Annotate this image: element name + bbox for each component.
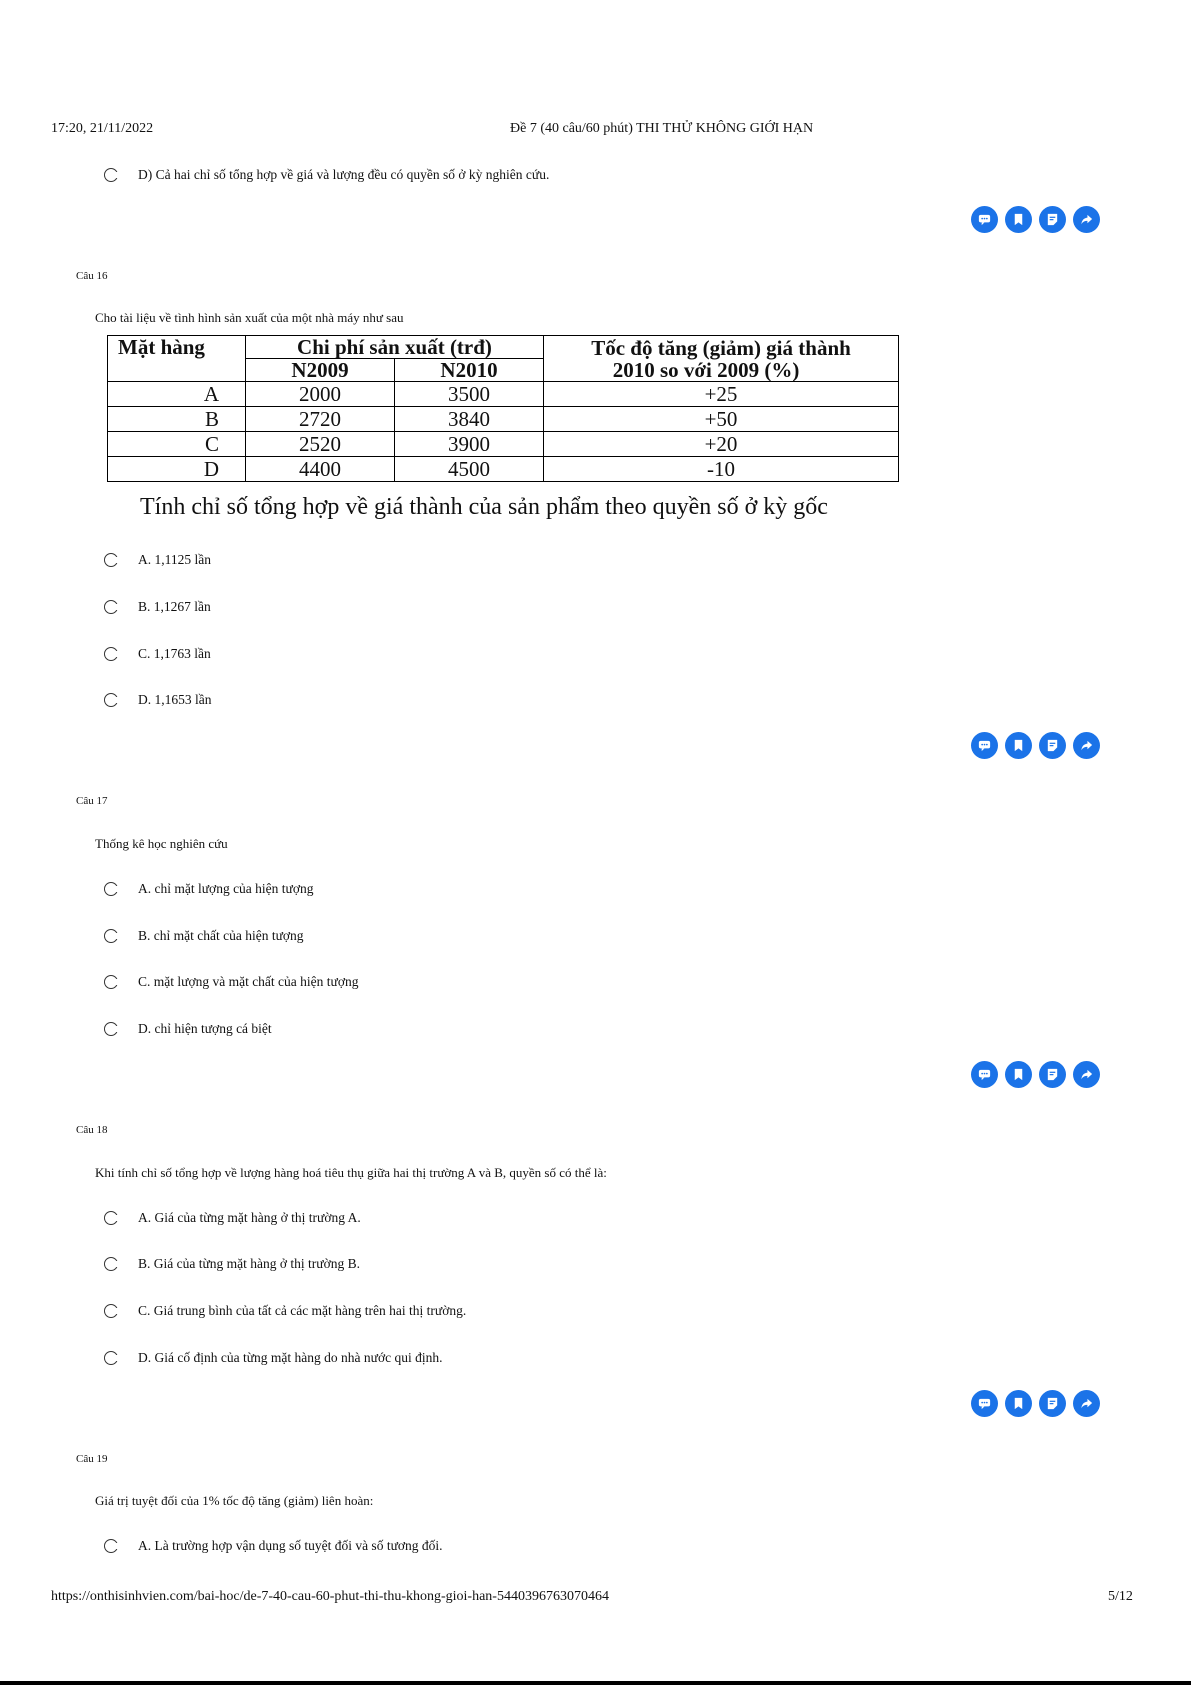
option-label: A. chỉ mặt lượng của hiện tượng <box>138 881 314 896</box>
question-prompt: Thống kê học nghiên cứu <box>95 836 228 851</box>
comment-icon <box>977 212 992 227</box>
q16-option-b[interactable] <box>104 598 211 616</box>
q15-option-d[interactable] <box>104 166 549 184</box>
radio-icon[interactable] <box>104 882 118 896</box>
page-bottom-edge <box>0 1681 1191 1685</box>
note-icon <box>1045 212 1060 227</box>
q16-option-a[interactable] <box>104 551 211 569</box>
table-cell-rate: -10 <box>544 457 899 482</box>
table-row <box>108 382 899 407</box>
option-label: C. mặt lượng và mặt chất của hiện tượng <box>138 974 359 989</box>
note-icon <box>1045 1396 1060 1411</box>
table-header-item: Mặt hàng <box>108 336 246 382</box>
question-label: Câu 18 <box>76 1124 108 1136</box>
radio-icon[interactable] <box>104 975 118 989</box>
share-icon <box>1079 1067 1094 1082</box>
table-cell-rate: +20 <box>544 432 899 457</box>
q17-option-c[interactable] <box>104 973 358 991</box>
q16-option-d[interactable] <box>104 691 212 709</box>
comment-button[interactable] <box>971 206 998 233</box>
table-cell-n2009: 2520 <box>246 432 395 457</box>
bookmark-icon <box>1011 1396 1026 1411</box>
q17-actions <box>971 1061 1100 1088</box>
option-label: A. Là trường hợp vận dụng số tuyệt đối và số tương đối. <box>138 1538 443 1553</box>
comment-button[interactable] <box>971 1390 998 1417</box>
table-header-cost: Chi phí sản xuất (trđ) <box>246 336 544 359</box>
table-cell-n2010: 3840 <box>395 407 544 432</box>
option-label: D. 1,1653 lần <box>138 692 212 707</box>
share-icon <box>1079 738 1094 753</box>
q15-actions <box>971 206 1100 233</box>
radio-icon[interactable] <box>104 1211 118 1225</box>
radio-icon[interactable] <box>104 1022 118 1036</box>
q16-actions <box>971 732 1100 759</box>
table-cell-rate: +25 <box>544 382 899 407</box>
q18-option-b[interactable] <box>104 1255 360 1273</box>
table-cell-item: D <box>108 457 246 482</box>
question-prompt: Giá trị tuyệt đối của 1% tốc độ tăng (giảm) liên hoàn: <box>95 1493 374 1508</box>
comment-icon <box>977 738 992 753</box>
header-datetime: 17:20, 21/11/2022 <box>51 121 154 136</box>
radio-icon[interactable] <box>104 1351 118 1365</box>
note-icon <box>1045 738 1060 753</box>
table-cell-n2009: 4400 <box>246 457 395 482</box>
comment-icon <box>977 1396 992 1411</box>
share-button[interactable] <box>1073 732 1100 759</box>
radio-icon[interactable] <box>104 168 118 182</box>
comment-icon <box>977 1067 992 1082</box>
production-table <box>107 335 899 482</box>
bookmark-icon <box>1011 738 1026 753</box>
radio-icon[interactable] <box>104 693 118 707</box>
table-cell-n2009: 2720 <box>246 407 395 432</box>
table-cell-item: A <box>108 382 246 407</box>
q18-option-a[interactable] <box>104 1209 361 1227</box>
share-button[interactable] <box>1073 1390 1100 1417</box>
note-button[interactable] <box>1039 1390 1066 1417</box>
option-label: C. 1,1763 lần <box>138 646 211 661</box>
radio-icon[interactable] <box>104 1539 118 1553</box>
comment-button[interactable] <box>971 732 998 759</box>
table-header-rate-line2: 2010 so với 2009 (%) <box>612 357 800 382</box>
option-label: A. 1,1125 lần <box>138 552 211 567</box>
option-label: A. Giá của từng mặt hàng ở thị trường A. <box>138 1210 361 1225</box>
bookmark-icon <box>1011 212 1026 227</box>
radio-icon[interactable] <box>104 600 118 614</box>
q18-option-d[interactable] <box>104 1349 442 1367</box>
share-button[interactable] <box>1073 1061 1100 1088</box>
table-row <box>108 407 899 432</box>
table-row <box>108 432 899 457</box>
table-header-n2009: N2009 <box>246 359 395 382</box>
footer-url: https://onthisinhvien.com/bai-hoc/de-7-40-cau-60-phut-thi-thu-khong-gioi-han-5440396763070464 <box>51 1589 609 1604</box>
radio-icon[interactable] <box>104 553 118 567</box>
q17-option-d[interactable] <box>104 1020 272 1038</box>
bookmark-button[interactable] <box>1005 1061 1032 1088</box>
question-prompt: Khi tính chỉ số tổng hợp về lượng hàng hoá tiêu thụ giữa hai thị trường A và B, quyền số có thể là: <box>95 1165 607 1180</box>
question-label: Câu 16 <box>76 270 108 282</box>
bookmark-button[interactable] <box>1005 206 1032 233</box>
option-label: D. Giá cố định của từng mặt hàng do nhà nước qui định. <box>138 1350 443 1365</box>
question-prompt: Cho tài liệu về tình hình sản xuất của một nhà máy như sau <box>95 310 404 325</box>
note-button[interactable] <box>1039 206 1066 233</box>
q19-option-a[interactable] <box>104 1537 443 1555</box>
q17-option-b[interactable] <box>104 927 304 945</box>
option-label: B. 1,1267 lần <box>138 599 211 614</box>
question-label: Câu 19 <box>76 1453 108 1465</box>
share-icon <box>1079 1396 1094 1411</box>
share-icon <box>1079 212 1094 227</box>
table-header-rate-line1: Tốc độ tăng (giảm) giá thành <box>591 335 851 360</box>
share-button[interactable] <box>1073 206 1100 233</box>
bookmark-icon <box>1011 1067 1026 1082</box>
table-header-n2010: N2010 <box>395 359 544 382</box>
q18-actions <box>971 1390 1100 1417</box>
q17-option-a[interactable] <box>104 880 314 898</box>
table-cell-n2010: 3900 <box>395 432 544 457</box>
note-icon <box>1045 1067 1060 1082</box>
table-cell-rate: +50 <box>544 407 899 432</box>
bookmark-button[interactable] <box>1005 1390 1032 1417</box>
q16-option-c[interactable] <box>104 645 211 663</box>
radio-icon[interactable] <box>104 1257 118 1271</box>
table-cell-item: C <box>108 432 246 457</box>
table-header-rate <box>544 336 899 382</box>
radio-icon[interactable] <box>104 929 118 943</box>
radio-icon[interactable] <box>104 1304 118 1318</box>
table-row <box>108 457 899 482</box>
note-button[interactable] <box>1039 1061 1066 1088</box>
question-text: Tính chỉ số tổng hợp về giá thành của sản phẩm theo quyền số ở kỳ gốc <box>140 494 828 520</box>
q18-option-c[interactable] <box>104 1302 466 1320</box>
table-cell-n2010: 4500 <box>395 457 544 482</box>
header-title: Đề 7 (40 câu/60 phút) THI THỬ KHÔNG GIỚI HẠN <box>510 121 814 136</box>
table-cell-item: B <box>108 407 246 432</box>
option-label: C. Giá trung bình của tất cả các mặt hàng trên hai thị trường. <box>138 1303 467 1318</box>
question-label: Câu 17 <box>76 795 108 807</box>
table-cell-n2010: 3500 <box>395 382 544 407</box>
option-label: B. chỉ mặt chất của hiện tượng <box>138 928 304 943</box>
note-button[interactable] <box>1039 732 1066 759</box>
option-label: D. chỉ hiện tượng cá biệt <box>138 1021 272 1036</box>
option-label: B. Giá của từng mặt hàng ở thị trường B. <box>138 1256 361 1271</box>
table-cell-n2009: 2000 <box>246 382 395 407</box>
radio-icon[interactable] <box>104 647 118 661</box>
comment-button[interactable] <box>971 1061 998 1088</box>
bookmark-button[interactable] <box>1005 732 1032 759</box>
option-label: D) Cả hai chỉ số tổng hợp về giá và lượng đều có quyền số ở kỳ nghiên cứu. <box>138 167 550 182</box>
footer-page-number: 5/12 <box>1108 1589 1133 1604</box>
